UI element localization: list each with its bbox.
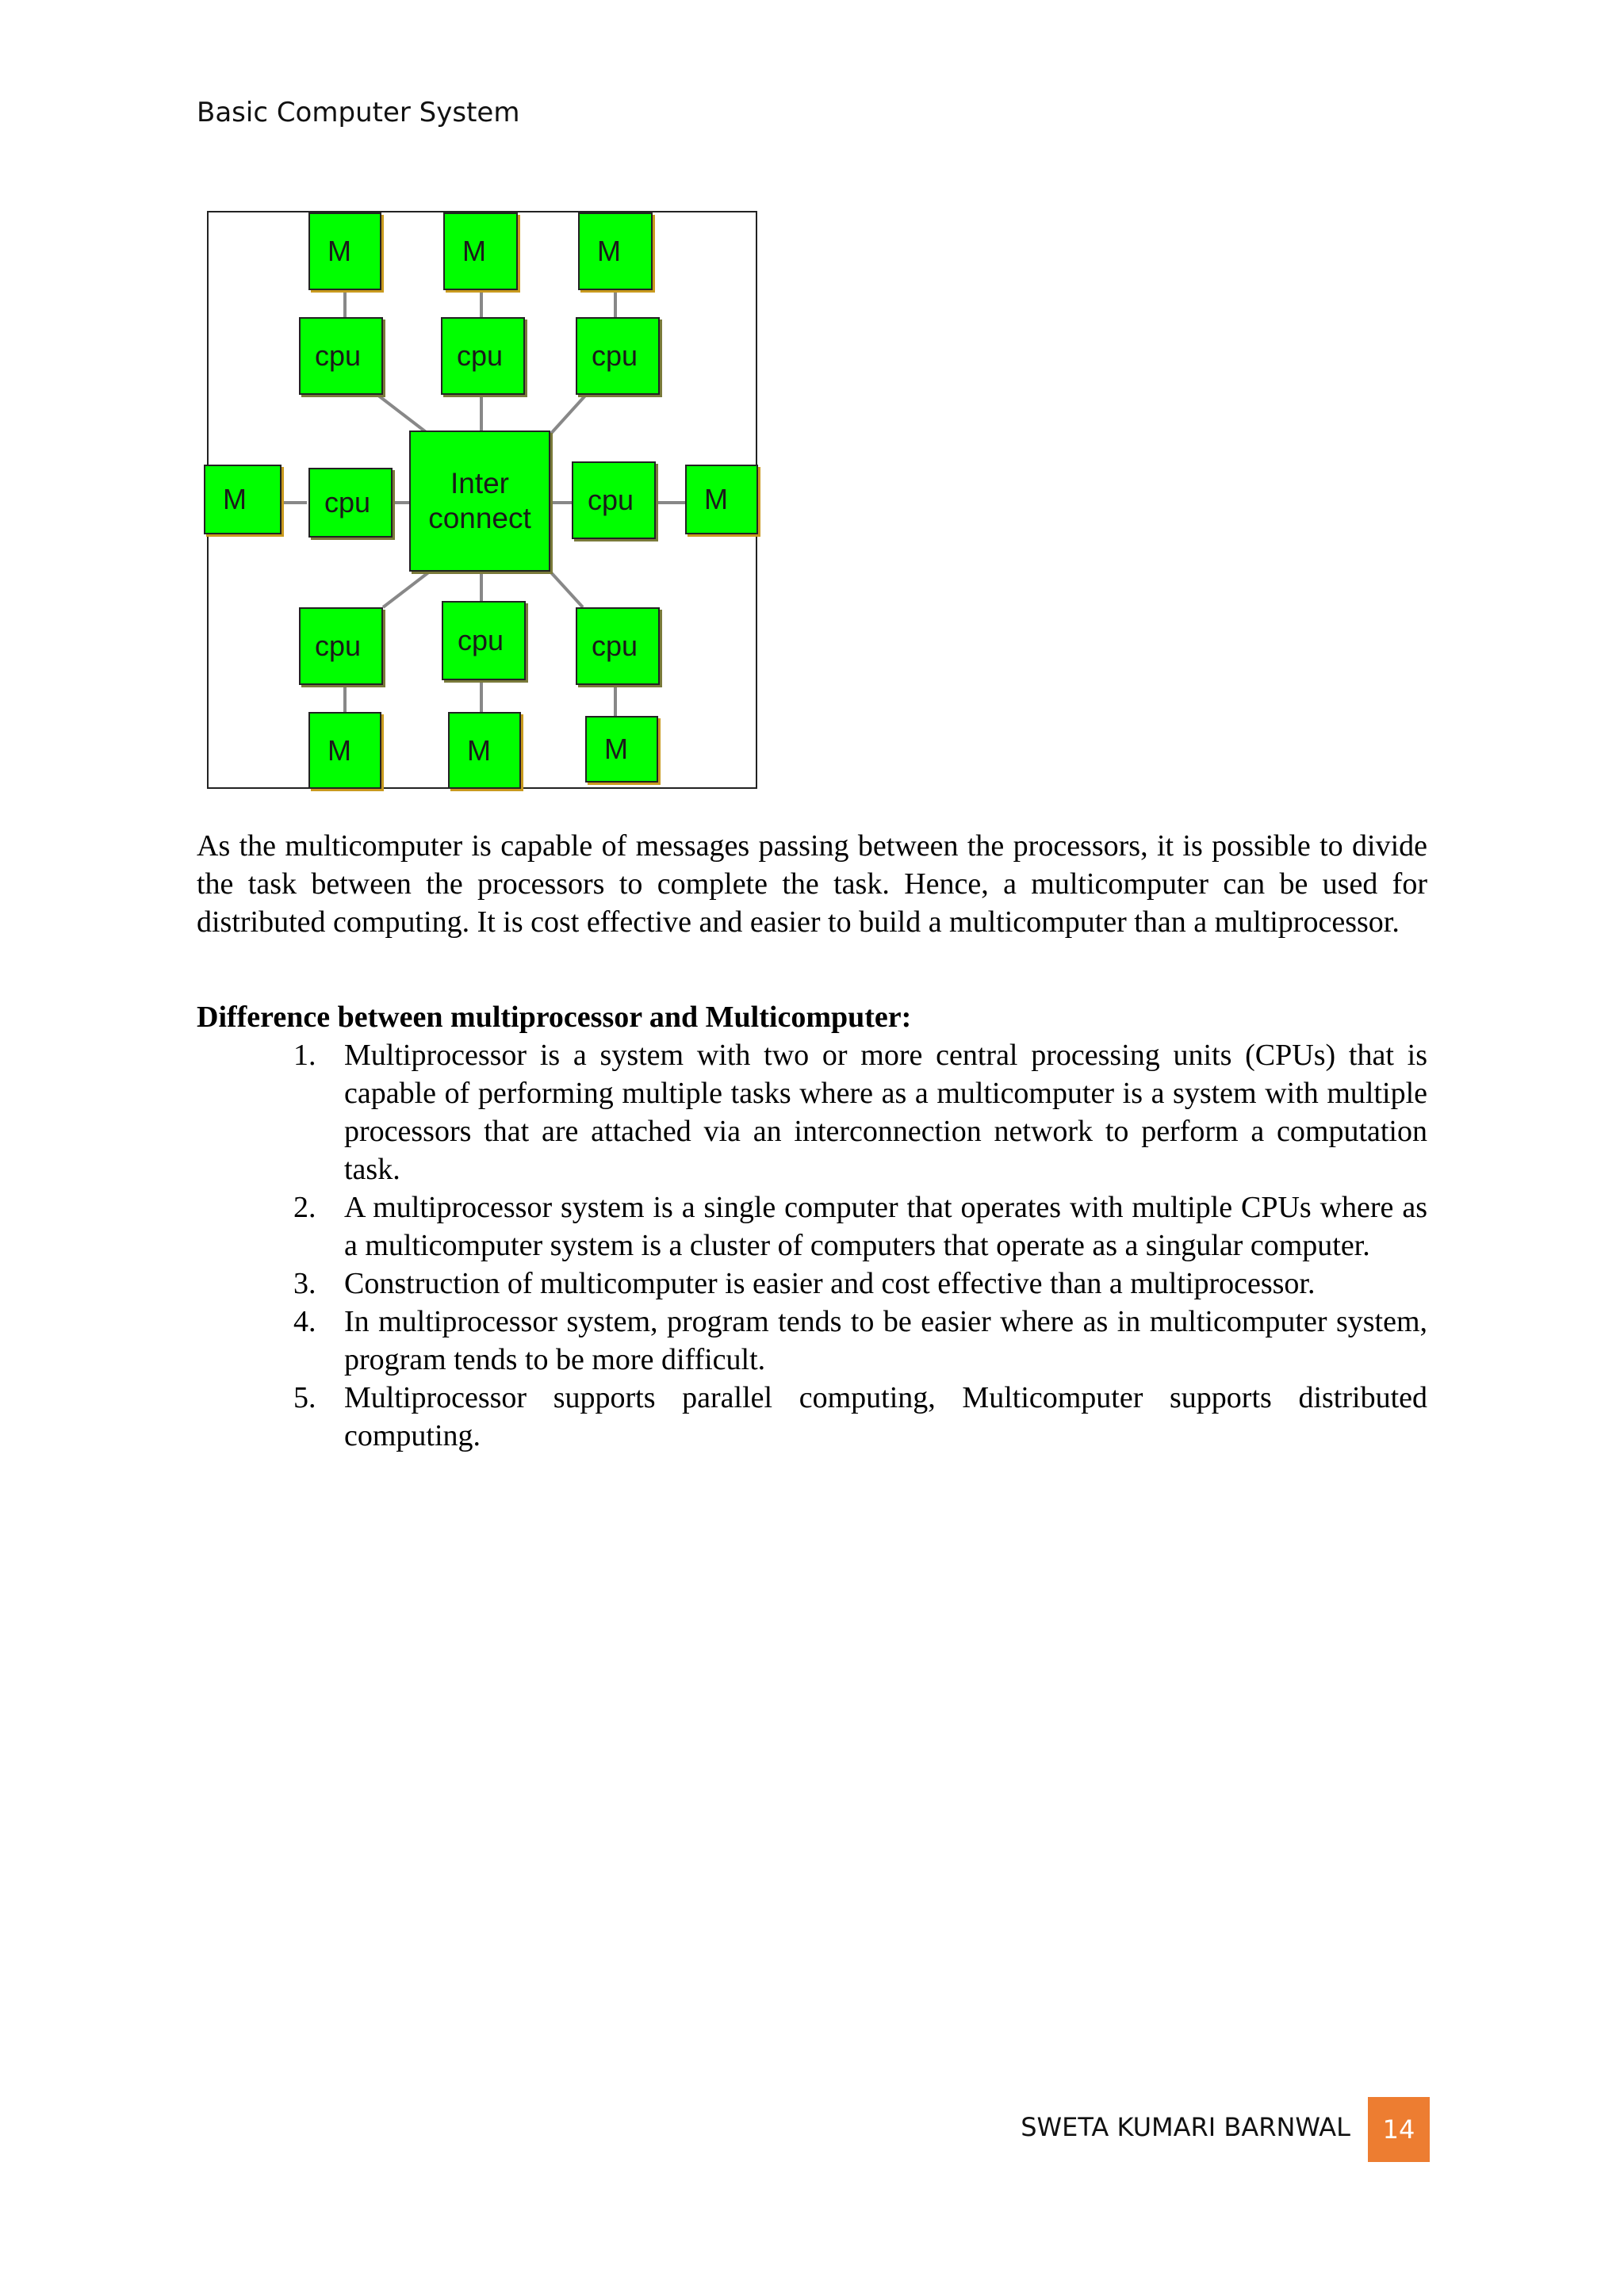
list-item-number: 1. — [293, 1039, 316, 1072]
list-item — [285, 1188, 1427, 1265]
section-heading: Difference between multiprocessor and Multicomputer: — [197, 1001, 912, 1034]
memory-top-right: M — [578, 212, 653, 290]
list-item — [285, 1303, 1427, 1379]
cpu-left: cpu — [308, 468, 393, 538]
cpu-top-right: cpu — [576, 317, 660, 395]
list-item — [285, 1265, 1427, 1303]
page-number-badge: 14 — [1368, 2097, 1430, 2162]
list-item-text: Multiprocessor is a system with two or more central processing units (CPUs) that is capable of performing multiple tasks where as a multicomputer is a system with multiple processors that are attached via an interconnection network to perform a computation task. — [344, 1039, 1427, 1186]
list-item-text: Multiprocessor supports parallel computing, Multicomputer supports distributed computing. — [344, 1381, 1427, 1452]
page-header: Basic Computer System — [197, 97, 520, 128]
connector-hub-cpu8 — [550, 571, 583, 607]
list-item-number: 3. — [293, 1267, 316, 1300]
memory-top-center: M — [443, 212, 518, 290]
list-item-number: 5. — [293, 1381, 316, 1414]
multicomputer-diagram — [207, 211, 757, 789]
memory-bottom-right: M — [585, 716, 658, 783]
intro-paragraph: As the multicomputer is capable of messages passing between the processors, it is possible to divide the task between the processors to complete the task. Hence, a multicomputer can be used for distributed computing. It is cost effective and easier to build a multicomputer than a multiprocessor. — [197, 829, 1427, 939]
footer-author: SWETA KUMARI BARNWAL — [1021, 2112, 1350, 2142]
memory-top-left: M — [308, 212, 381, 290]
cpu-top-left: cpu — [299, 317, 383, 395]
cpu-bottom-left: cpu — [299, 607, 383, 685]
memory-left: M — [204, 465, 282, 534]
cpu-bottom-center: cpu — [442, 601, 526, 680]
interconnect-hub: Inter connect — [409, 430, 550, 572]
list-item — [285, 1379, 1427, 1455]
memory-right: M — [685, 465, 758, 534]
list-item-text: A multiprocessor system is a single computer that operates with multiple CPUs where as a multicomputer system is a cluster of computers that operate as a singular computer. — [344, 1191, 1427, 1262]
cpu-right: cpu — [572, 461, 656, 539]
difference-list — [285, 1036, 1427, 1455]
memory-bottom-center: M — [448, 712, 521, 789]
cpu-top-center: cpu — [441, 317, 525, 395]
cpu-bottom-right: cpu — [576, 607, 660, 685]
connector-cpu3-hub — [548, 395, 586, 437]
list-item — [285, 1036, 1427, 1188]
connector-hub-cpu6 — [383, 571, 431, 607]
list-item-text: In multiprocessor system, program tends to be easier where as in multicomputer system, program tends to be more difficult. — [344, 1305, 1427, 1376]
list-item-number: 2. — [293, 1191, 316, 1224]
list-item-text: Construction of multicomputer is easier and cost effective than a multiprocessor. — [344, 1267, 1316, 1300]
list-item-number: 4. — [293, 1305, 316, 1338]
memory-bottom-left: M — [308, 712, 381, 789]
